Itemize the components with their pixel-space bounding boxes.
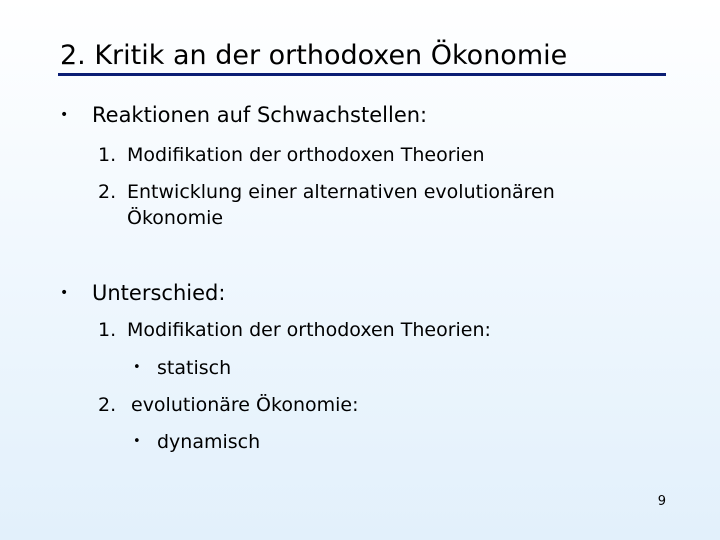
list-number: 2. <box>98 181 117 203</box>
slide-title: 2. Kritik an der orthodoxen Ökonomie <box>60 40 568 71</box>
list-text: evolutionäre Ökonomie: <box>131 394 359 416</box>
bullet-dot: • <box>60 107 69 123</box>
bullet-text: Unterschied: <box>92 281 226 305</box>
title-underline <box>58 73 666 76</box>
sub-bullet-text: dynamisch <box>157 431 261 453</box>
sub-bullet-dot: • <box>133 434 141 449</box>
bullet-dot: • <box>60 285 69 301</box>
bullet-text: Reaktionen auf Schwachstellen: <box>92 103 428 127</box>
list-text: Entwicklung einer alternativen evolutionären <box>127 181 555 203</box>
list-number: 1. <box>98 319 117 341</box>
list-text: Modifikation der orthodoxen Theorien <box>127 144 485 166</box>
list-number: 1. <box>98 144 117 166</box>
list-text-continued: Ökonomie <box>127 207 224 229</box>
list-number: 2. <box>98 394 117 416</box>
page-number: 9 <box>657 494 666 509</box>
list-item-entwicklung-continued <box>127 206 223 230</box>
list-text: Modifikation der orthodoxen Theorien: <box>127 319 491 341</box>
sub-bullet-dot: • <box>133 360 141 375</box>
sub-bullet-text: statisch <box>157 357 232 379</box>
